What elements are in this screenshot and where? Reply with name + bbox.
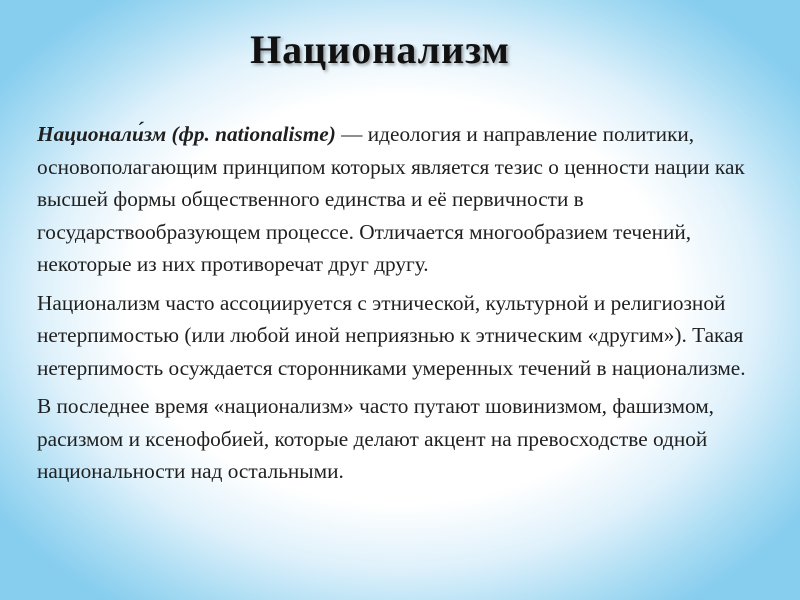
slide-title: Национализм — [250, 27, 510, 72]
paragraph-intolerance: Национализм часто ассоциируется с этнической, культурной и религиозной нетерпимостью (или любой иной неприязнью к этническим «другим»). Такая нетерпимость осуждается сторонниками умеренных течений в национализме. — [37, 290, 746, 380]
definition-text: — идеология и направление политики, основополагающим принципом которых является тезис о ценности нации как высшей формы общественного единства и её первичности в государствообразующем процессе. Отличается многообразием течений, некоторые из них противоречат друг другу. — [37, 122, 745, 276]
slide-body — [37, 118, 782, 494]
paragraph-definition — [37, 118, 782, 281]
paragraph-confusion: В последнее время «национализм» часто путают шовинизмом, фашизмом, расизмом и ксенофобией, которые делают акцент на превосходстве одной национальности над остальными. — [37, 394, 715, 483]
term-definition: Национали́зм (фр. nationalisme) — [37, 122, 336, 146]
